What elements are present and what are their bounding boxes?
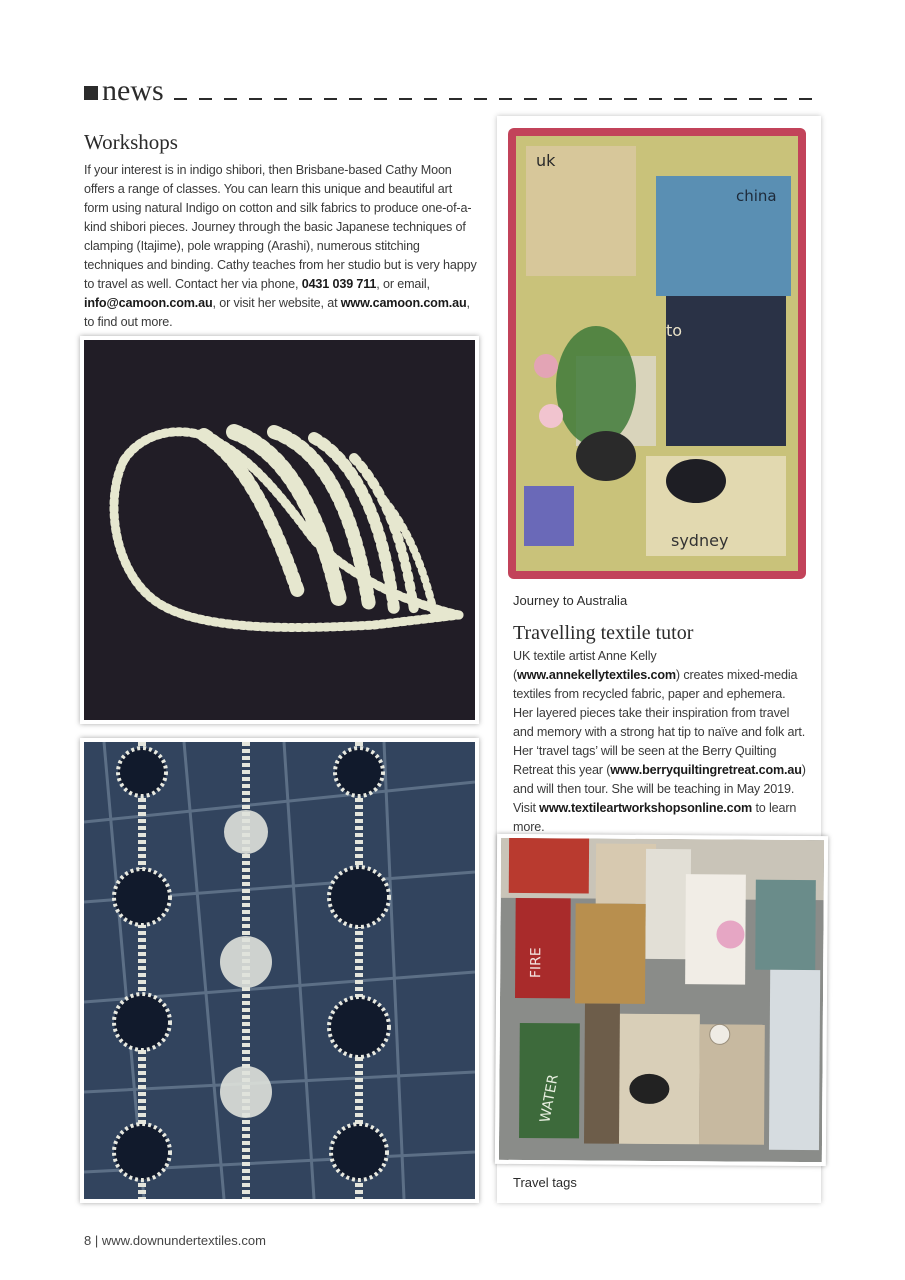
travel-tags-photo [495, 834, 828, 1166]
tutor-site-1-link[interactable]: www.annekellytextiles.com [517, 668, 676, 682]
workshops-article [84, 130, 479, 332]
workshops-text-3: , or visit her website, at [212, 296, 341, 310]
page-footer [84, 1233, 266, 1248]
tutor-article [513, 622, 808, 837]
map-label-sydney: sydney [671, 531, 729, 550]
tutor-text-2: ) creates mixed-media textiles from recycled fabric, paper and ephemera. Her layered pieces take their inspiration from travel and memory with a strong hat tip to naïve and folk art. Her ‘travel tags’ will be seen at the Berry Quilting Retreat this year ( [513, 668, 806, 777]
shibori-shell-photo [80, 336, 479, 724]
tutor-text-1: UK textile artist Anne Kelly ( [513, 649, 657, 682]
workshops-phone[interactable]: 0431 039 711 [301, 277, 377, 291]
travel-tags-image [499, 838, 824, 1162]
tutor-site-3-link[interactable]: www.textileartworkshopsonline.com [539, 801, 753, 815]
footer-website-link[interactable]: www.downundertextiles.com [101, 1233, 266, 1248]
workshops-text-2: , or email, [376, 277, 430, 291]
workshops-text-1: If your interest is in indigo shibori, then Brisbane-based Cathy Moon offers a range of classes. You can learn this unique and beautiful art form using natural Indigo on cotton and silk fabrics to produce one-of-a-kind shibori pieces. Journey through the basic Japanese techniques of clamping (Itajime), pole wrapping (Arashi), numerous stitching techniques and binding. Cathy teaches from her studio but is very happy to travel as well. Contact her via phone, [84, 163, 477, 291]
tutor-body [513, 647, 808, 837]
tutor-site-2-link[interactable]: www.berryquiltingretreat.com.au [610, 763, 802, 777]
tag-label-water: WATER [537, 1073, 562, 1124]
workshops-body [84, 161, 479, 332]
workshops-website-link[interactable]: www.camoon.com.au [340, 296, 467, 310]
workshops-heading: Workshops [84, 130, 178, 154]
workshops-text-4: , to find out more. [84, 296, 470, 329]
section-title: news [102, 74, 164, 107]
footer-separator: | [94, 1233, 99, 1248]
map-label-uk: uk [536, 151, 556, 170]
indigo-pattern-photo [80, 738, 479, 1203]
header-dashed-rule [174, 98, 820, 100]
shibori-shell-image [84, 340, 475, 720]
map-label-china: china [736, 187, 777, 205]
indigo-pattern-image [84, 742, 475, 1199]
tutor-text-4: to learn more. [513, 801, 797, 834]
tutor-text-3: ) and will then tour. She will be teaching in May 2019. Visit [513, 763, 806, 815]
map-label-to: to [666, 321, 683, 340]
journey-map-image [506, 126, 808, 581]
journey-caption: Journey to Australia [513, 593, 628, 608]
tutor-heading: Travelling textile tutor [513, 622, 694, 644]
travel-tags-caption: Travel tags [513, 1175, 577, 1190]
section-header [84, 76, 820, 106]
page-number: 8 [84, 1233, 92, 1248]
workshops-email-link[interactable]: info@camoon.com.au [84, 296, 213, 310]
journey-map-photo [506, 126, 808, 581]
tag-label-fire: FIRE [528, 947, 545, 979]
header-square-icon [84, 86, 98, 100]
